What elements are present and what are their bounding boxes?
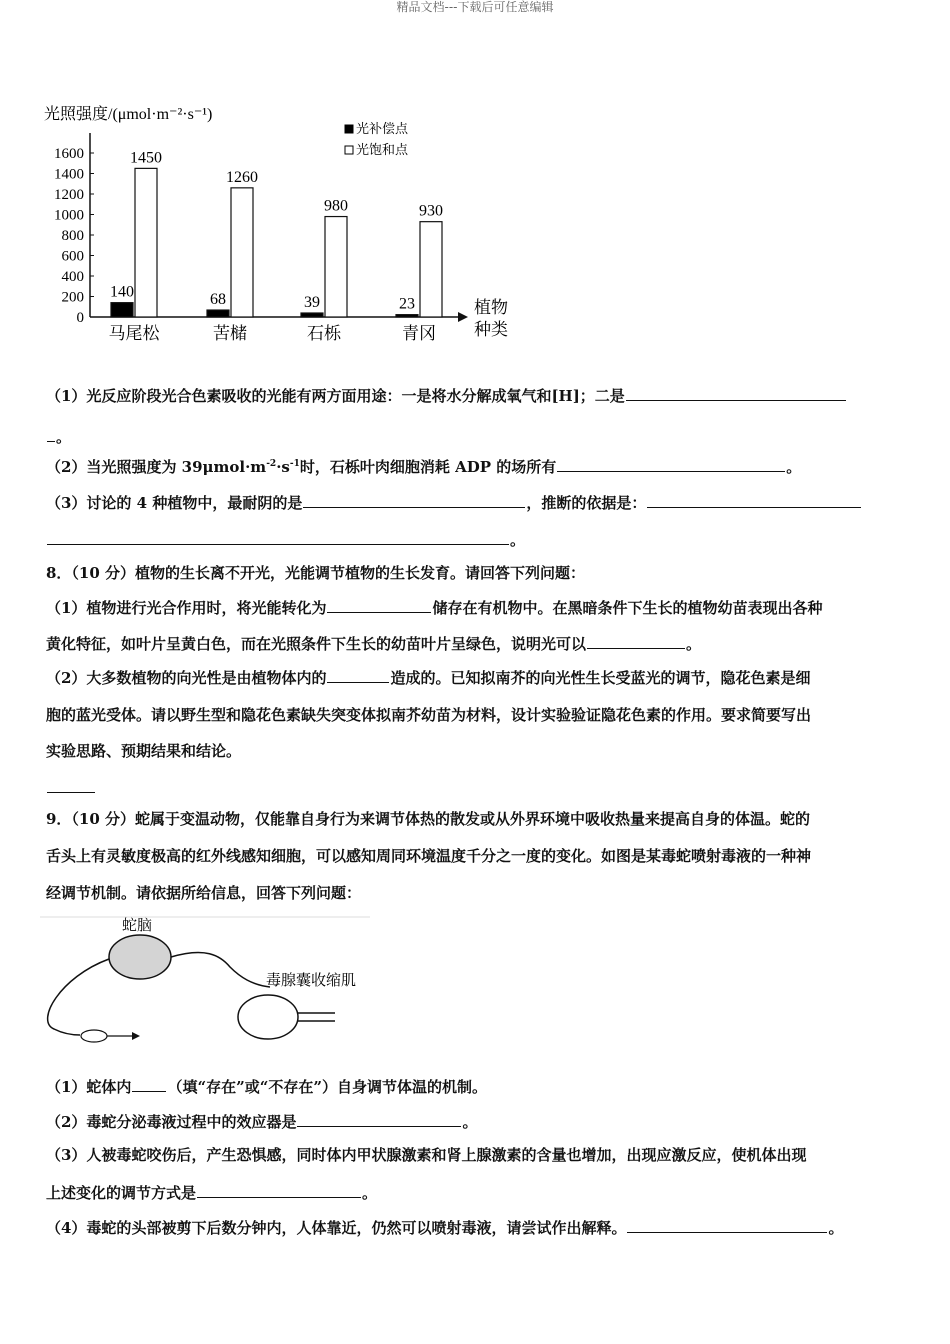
q9-part2 — [46, 1110, 902, 1133]
bar-light-saturation — [420, 222, 442, 317]
q8-p2-a: （2）大多数植物的向光性是由植物体内的 — [46, 669, 327, 687]
bar-light-saturation — [325, 217, 347, 317]
q7-p1-text: （1）光反应阶段光合色素吸收的光能有两方面用途：一是将水分解成氧气和[H]；二是 — [46, 387, 625, 405]
q7-p2-a: （2）当光照强度为 39μmol·m — [46, 458, 267, 476]
q8-p1-c: 黄化特征，如叶片呈黄白色，而在光照条件下生长的幼苗叶片呈绿色，说明光可以 — [46, 635, 587, 653]
y-tick-label: 800 — [61, 228, 84, 244]
y-tick-label: 1400 — [54, 166, 84, 183]
q7-p1-blank[interactable] — [626, 384, 846, 401]
q9-part1 — [46, 1075, 902, 1098]
y-tick-label: 200 — [61, 289, 84, 306]
receptor-node — [81, 1030, 107, 1042]
q9-p1-a: （1）蛇体内 — [46, 1078, 132, 1096]
q8-part2 — [46, 666, 902, 689]
q7-p1-end: 。 — [56, 428, 72, 446]
q9-p3-blank[interactable] — [197, 1181, 361, 1198]
q7-part2 — [46, 455, 902, 478]
snake-nerve-diagram — [40, 905, 400, 1055]
data-label: 930 — [419, 202, 443, 220]
data-label: 68 — [210, 291, 226, 309]
q8-p1-end: 。 — [686, 635, 702, 653]
bar-light-compensation — [301, 313, 323, 317]
data-label: 140 — [110, 283, 134, 301]
y-tick-label: 0 — [76, 310, 84, 326]
receptor-arrowhead — [132, 1032, 140, 1040]
q8-part2-line2: 胞的蓝光受体。请以野生型和隐花色素缺失突变体拟南芥幼苗为材料，设计实验验证隐花色素的作用。要求简要写出 — [46, 706, 812, 724]
legend-swatch-compensation — [345, 125, 353, 133]
q9-p2-end: 。 — [462, 1113, 478, 1131]
x-category-label: 石栎 — [307, 324, 341, 344]
q7-p3-a: （3）讨论的 4 种植物中，最耐阴的是 — [46, 494, 303, 512]
y-tick-label: 400 — [61, 269, 84, 285]
q7-p1-blank-cont[interactable] — [47, 425, 55, 442]
q7-p2-b: ·s — [276, 458, 290, 476]
q9-p2-a: （2）毒蛇分泌毒液过程中的效应器是 — [46, 1113, 297, 1131]
bar-light-saturation — [231, 188, 253, 317]
q7-part1 — [46, 384, 902, 407]
data-label: 1260 — [226, 168, 258, 186]
q9-title-line2: 舌头上有灵敏度极高的红外线感知细胞，可以感知周同环境温度千分之一度的变化。如图是某毒蛇喷射毒液的一种神 — [46, 847, 812, 865]
y-axis-label: 光照强度/(μmol·m⁻²·s⁻¹) — [44, 106, 213, 123]
q8-p1-a: （1）植物进行光合作用时，将光能转化为 — [46, 599, 327, 617]
q8-p2-blank[interactable] — [327, 666, 389, 683]
y-tick-label: 1200 — [54, 187, 84, 203]
q7-p2-sup2: -1 — [289, 459, 300, 469]
q9-p3-end: 。 — [362, 1184, 378, 1202]
bar-light-compensation — [207, 310, 229, 317]
q9-p4-blank[interactable] — [627, 1216, 827, 1233]
legend-label-saturation: 光饱和点 — [356, 143, 409, 158]
q8-p2-b: 造成的。已知拟南芥的向光性生长受蓝光的调节，隐花色素是细 — [390, 669, 811, 687]
q9-p4-a: （4）毒蛇的头部被剪下后数分钟内，人体靠近，仍然可以喷射毒液，请尝试作出解释。 — [46, 1219, 627, 1237]
q9-title-line1: 9．（10 分）蛇属于变温动物，仅能靠自身行为来调节体热的散发或从外界环境中吸收热量来提高自身的体温。蛇的 — [46, 810, 811, 828]
venom-gland-node — [238, 995, 298, 1039]
x-category-label: 马尾松 — [108, 324, 160, 344]
data-label: 23 — [399, 295, 415, 313]
x-axis-label-line1: 植物 — [474, 298, 508, 317]
data-label: 1450 — [130, 149, 162, 167]
q8-answer-blank[interactable] — [47, 776, 95, 793]
q9-title-line3: 经调节机制。请依据所给信息，回答下列问题： — [46, 884, 362, 902]
bar-chart — [38, 95, 538, 355]
q7-p2-end: 。 — [786, 458, 802, 476]
x-axis-label-line2: 种类 — [474, 320, 508, 339]
diagram-label-muscle: 毒腺囊收缩肌 — [266, 971, 357, 989]
legend-label-compensation: 光补偿点 — [356, 122, 409, 137]
q8-p1-blank2[interactable] — [587, 632, 685, 649]
data-label: 39 — [304, 294, 320, 312]
q8-answer-line — [46, 776, 902, 799]
q7-p3-blank1[interactable] — [303, 491, 525, 508]
afferent-pathway — [48, 959, 109, 1035]
bar-light-compensation — [111, 303, 133, 317]
y-tick-label: 600 — [61, 248, 84, 265]
q9-p3-b: 上述变化的调节方式是 — [46, 1184, 197, 1202]
q7-p2-blank[interactable] — [557, 455, 785, 472]
q7-part3 — [46, 491, 902, 514]
q9-p4-end: 。 — [828, 1219, 844, 1237]
diagram-label-brain: 蛇脑 — [122, 916, 153, 934]
q9-part3: （3）人被毒蛇咬伤后，产生恐惧感，同时体内甲状腺激素和肾上腺激素的含量也增加，出现应激反应，使机体出现 — [46, 1146, 807, 1164]
q8-p1-b: 储存在有机物中。在黑暗条件下生长的植物幼苗表现出各种 — [432, 599, 823, 617]
q7-p3-blank2-cont[interactable] — [47, 528, 509, 545]
y-tick-label: 1600 — [54, 146, 84, 162]
x-axis-arrow — [458, 312, 468, 322]
bar-light-compensation — [396, 315, 418, 317]
q9-part3-cont — [46, 1181, 902, 1204]
page-header: 精品文档---下载后可任意编辑 — [396, 0, 554, 14]
q9-p1-blank[interactable] — [132, 1075, 166, 1092]
q9-part4 — [46, 1216, 902, 1239]
x-category-label: 苦槠 — [213, 324, 247, 344]
q9-p1-b: （填“存在”或“不存在”）自身调节体温的机制。 — [167, 1078, 487, 1096]
q7-p2-sup1: -2 — [266, 459, 277, 469]
q7-part1-cont — [46, 425, 902, 448]
q7-p3-b: ，推断的依据是： — [526, 494, 647, 512]
q9-p2-blank[interactable] — [297, 1110, 461, 1127]
data-label: 980 — [324, 197, 348, 215]
q7-part3-cont — [46, 528, 902, 551]
snake-brain-node — [109, 935, 171, 979]
legend-swatch-saturation — [345, 146, 353, 154]
q8-title: 8．（10 分）植物的生长离不开光，光能调节植物的生长发育。请回答下列问题： — [46, 564, 586, 582]
q8-part1-cont — [46, 632, 902, 655]
y-tick-label: 1000 — [54, 207, 84, 224]
q8-p1-blank1[interactable] — [327, 596, 431, 613]
efferent-pathway — [171, 952, 270, 987]
q8-part2-line3: 实验思路、预期结果和结论。 — [46, 742, 242, 760]
q8-part1 — [46, 596, 902, 619]
bar-light-saturation — [135, 168, 157, 317]
q7-p2-c: 时，石栎叶肉细胞消耗 ADP 的场所有 — [299, 458, 557, 476]
q7-p3-blank2[interactable] — [647, 491, 861, 508]
q7-p3-end: 。 — [510, 531, 526, 549]
x-category-label: 青冈 — [402, 324, 436, 344]
